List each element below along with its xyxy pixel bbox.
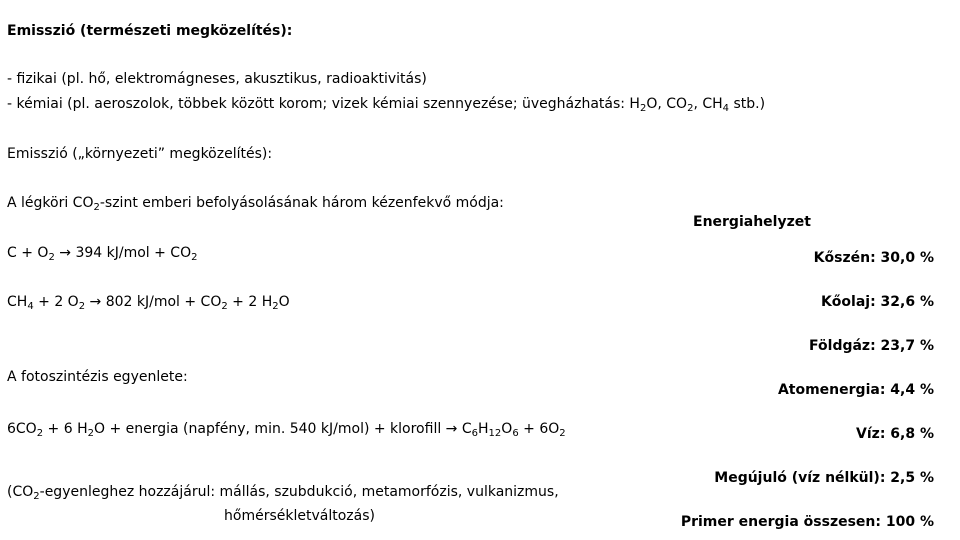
- co2-intro-line: A légköri $CO_2$-szint emberi befolyásolásának három kézenfekvő módja:: [7, 195, 504, 213]
- energy-item-oil: Kőolaj: 32,6 %: [820, 294, 934, 310]
- chemical-emissions-line: - kémiai (pl. aeroszolok, többek között korom; vizek kémiai szennyezése; üvegházhatás: $H_2O$, $CO_2$, $CH_4$ stb.): [7, 96, 766, 114]
- energy-item-renewable: Megújuló (víz nélkül): 2,5 %: [714, 470, 934, 486]
- section1-title: Emisszió (természeti megközelítés):: [7, 23, 293, 39]
- co2-balance-note-line2: hőmérsékletváltozás): [224, 508, 375, 524]
- energy-title: Energiahelyzet: [693, 214, 811, 230]
- photosynthesis-title: A fotoszintézis egyenlete:: [7, 369, 188, 385]
- methane-combustion-equation: $CH_4 + 2$ $O_2 \to 802$ $kJ/mol + CO_2 + 2$ $H_2O$: [7, 294, 290, 312]
- section2-title: Emisszió („környezeti” megközelítés):: [7, 146, 273, 162]
- energy-item-gas: Földgáz: 23,7 %: [809, 338, 934, 354]
- energy-item-coal: Kőszén: 30,0 %: [813, 250, 934, 266]
- energy-item-total: Primer energia összesen: 100 %: [680, 514, 934, 530]
- carbon-combustion-equation: $C + O_2 \to 394$ $kJ/mol + CO_2$: [7, 245, 198, 263]
- energy-item-nuclear: Atomenergia: 4,4 %: [777, 382, 934, 398]
- physical-emissions-line: - fizikai (pl. hő, elektromágneses, akusztikus, radioaktivitás): [7, 71, 427, 87]
- energy-item-hydro: Víz: 6,8 %: [856, 426, 934, 442]
- co2-balance-note: ($CO_2$-egyenleghez hozzájárul: mállás, szubdukció, metamorfózis, vulkanizmus,: [7, 484, 559, 502]
- photosynthesis-equation: $6CO_2 + 6$ $H_2O$ + energia (napfény, min. 540 kJ/mol) + klorofill → $C_6H_{12}O_6 + 6O_2$: [7, 421, 566, 439]
